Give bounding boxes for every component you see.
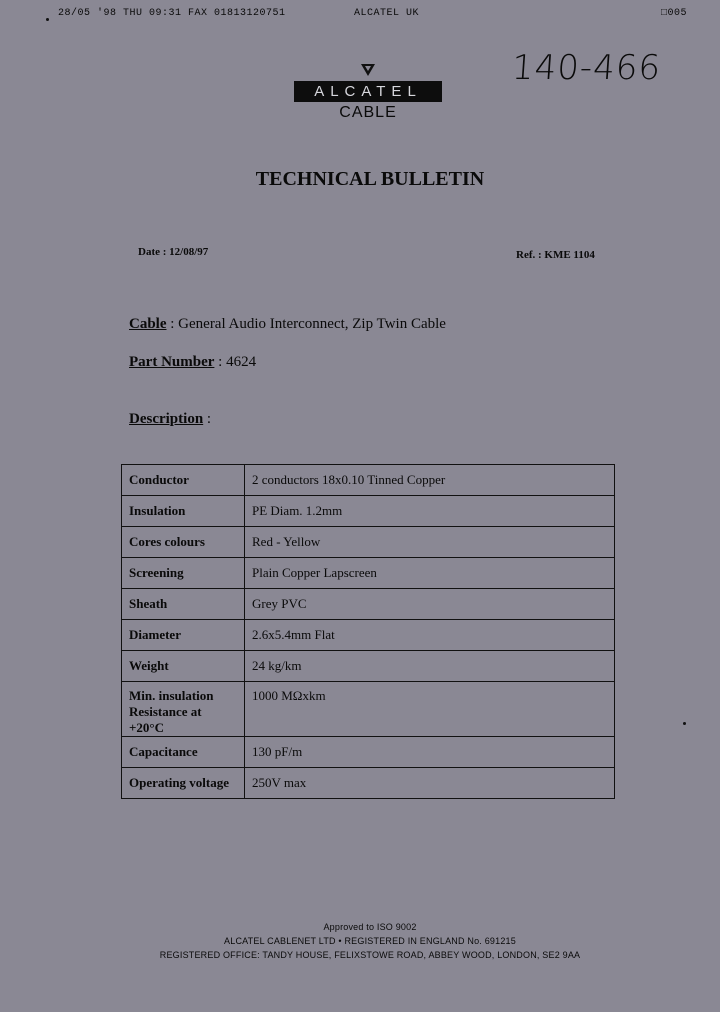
cable-value: : General Audio Interconnect, Zip Twin Cable [170, 316, 446, 332]
spec-key: Screening [122, 558, 245, 589]
fax-header-datetime: 28/05 '98 THU 09:31 FAX 01813120751 [58, 8, 286, 19]
spec-key: Min. insulation Resistance at +20°C [122, 682, 245, 737]
spec-value: 250V max [245, 768, 615, 799]
description-suffix: : [203, 411, 212, 427]
footer-registration: ALCATEL CABLENET LTD • REGISTERED IN ENGLAND No. 691215 [224, 936, 516, 946]
spec-key: Insulation [122, 496, 245, 527]
footer-office: REGISTERED OFFICE: TANDY HOUSE, FELIXSTOWE ROAD, ABBEY WOOD, LONDON, SE2 9AA [159, 950, 581, 960]
table-row [122, 496, 615, 527]
table-row [122, 620, 615, 651]
spec-key: Operating voltage [122, 768, 245, 799]
part-number-field [129, 354, 256, 371]
bulletin-date: Date : 12/08/97 [138, 246, 209, 258]
fax-header [58, 8, 698, 24]
cable-label: Cable [129, 316, 167, 332]
scan-speck [683, 722, 686, 725]
spec-value: Grey PVC [245, 589, 615, 620]
fax-header-sender: ALCATEL UK [354, 8, 420, 19]
spec-value: 130 pF/m [245, 737, 615, 768]
part-number-label: Part Number [129, 354, 215, 370]
spec-value: 2.6x5.4mm Flat [245, 620, 615, 651]
spec-key: Diameter [122, 620, 245, 651]
spec-value: Plain Copper Lapscreen [245, 558, 615, 589]
spec-value: 2 conductors 18x0.10 Tinned Copper [245, 465, 615, 496]
table-row [122, 558, 615, 589]
description-heading [129, 411, 211, 428]
part-number-value: : 4624 [218, 354, 257, 370]
alcatel-logo-icon [360, 62, 376, 78]
cable-field [129, 316, 446, 333]
footer-iso: Approved to ISO 9002 [323, 922, 417, 932]
table-row [122, 768, 615, 799]
spec-key: Conductor [122, 465, 245, 496]
handwritten-note: 140-466 [510, 48, 663, 88]
spec-key: Weight [122, 651, 245, 682]
spec-table [121, 464, 615, 799]
spec-value: PE Diam. 1.2mm [245, 496, 615, 527]
page-title: TECHNICAL BULLETIN [255, 168, 485, 190]
description-label: Description [129, 411, 204, 427]
spec-value: Red - Yellow [245, 527, 615, 558]
logo-brand: ALCATEL [294, 81, 442, 102]
footer [0, 920, 720, 962]
table-row [122, 682, 615, 737]
logo-subtitle: CABLE [339, 104, 397, 121]
table-row [122, 527, 615, 558]
fax-header-page: □005 [661, 8, 688, 19]
spec-key: Sheath [122, 589, 245, 620]
table-row [122, 651, 615, 682]
spec-value: 1000 MΩxkm [245, 682, 615, 737]
spec-key: Capacitance [122, 737, 245, 768]
scan-speck [46, 18, 49, 21]
table-row [122, 589, 615, 620]
table-row [122, 737, 615, 768]
spec-key: Cores colours [122, 527, 245, 558]
bulletin-reference: Ref. : KME 1104 [516, 249, 595, 261]
spec-value: 24 kg/km [245, 651, 615, 682]
table-row [122, 465, 615, 496]
